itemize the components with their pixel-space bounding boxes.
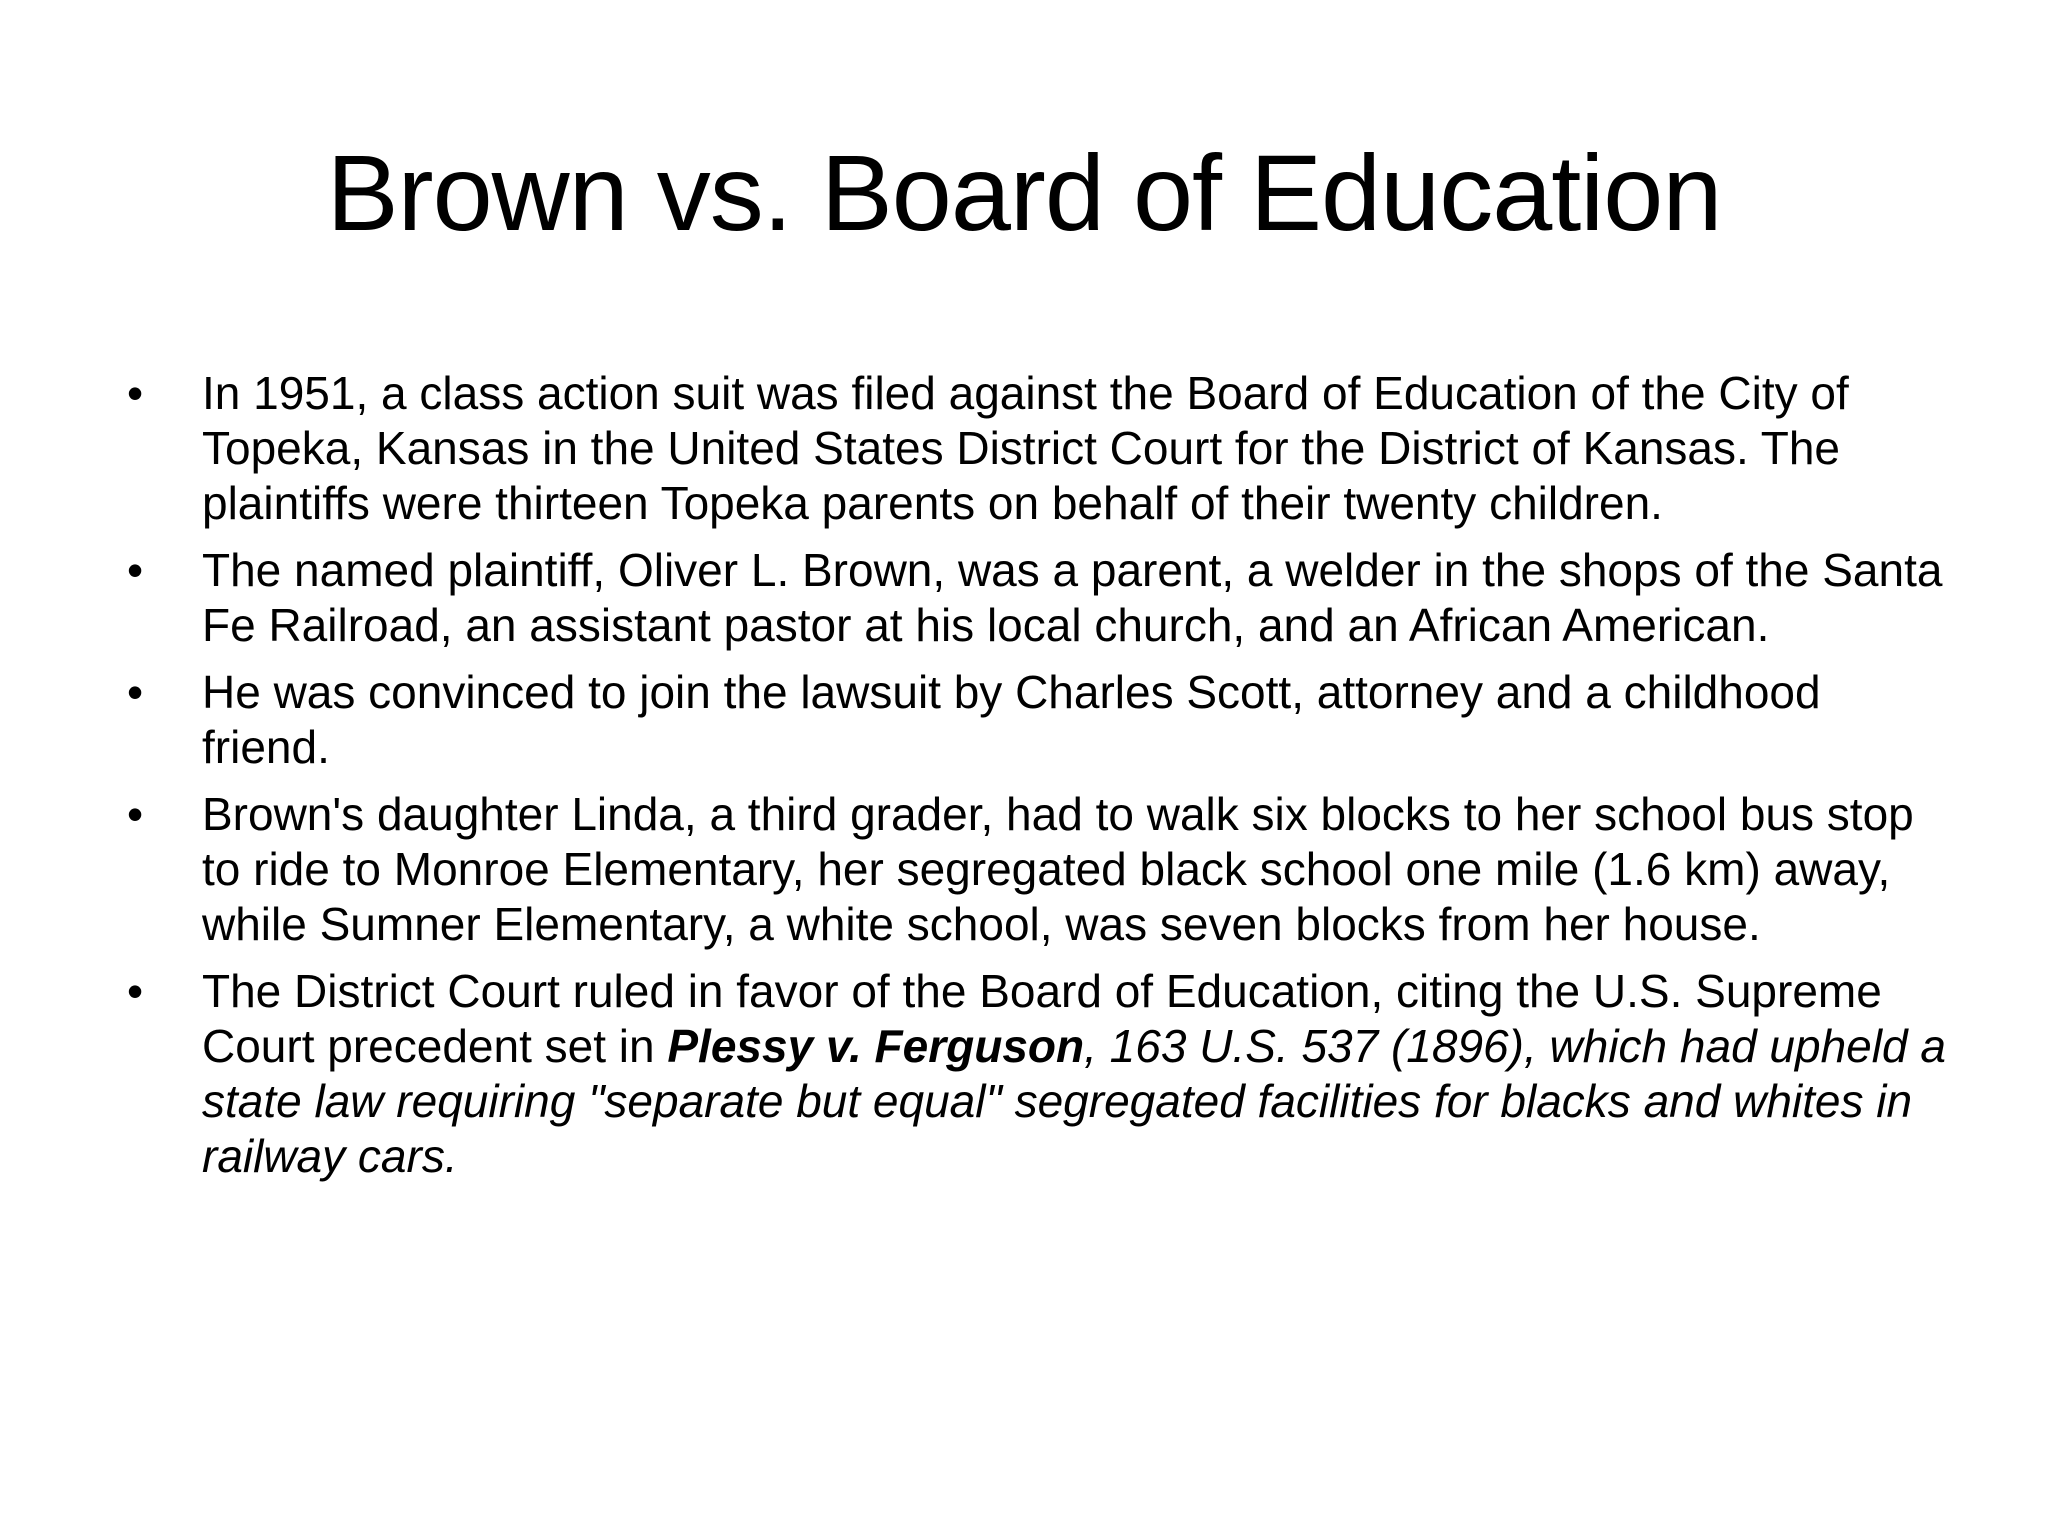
case-citation-detail: , 163 U.S. 537 (1896), which had upheld a state law requiring "separate but equal" segregated facilities for blacks and whites in railway cars.	[202, 1020, 1946, 1182]
bullet-icon: •	[126, 666, 144, 718]
bullet-item	[120, 964, 1950, 1184]
bullet-item	[120, 787, 1950, 952]
bullet-item	[120, 543, 1950, 653]
bullet-text: In 1951, a class action suit was filed against the Board of Education of the City of Topeka, Kansas in the United States District Court for the District of Kansas. The plaintiffs were thirteen Topeka parents on behalf of their twenty children.	[202, 367, 1849, 529]
bullet-icon: •	[126, 788, 144, 840]
bullet-icon: •	[126, 544, 144, 596]
bullet-item	[120, 366, 1950, 531]
bullet-icon: •	[126, 367, 144, 419]
bullet-item	[120, 665, 1950, 775]
slide-title: Brown vs. Board of Education	[326, 132, 1722, 253]
bullet-text	[202, 965, 1946, 1182]
bullet-text: Brown's daughter Linda, a third grader, had to walk six blocks to her school bus stop to ride to Monroe Elementary, her segregated black school one mile (1.6 km) away, while Sumner Elementary, a white school, was seven blocks from her house.	[202, 788, 1914, 950]
bullet-text-plain: The District Court ruled in favor of the Board of Education, citing the U.S. Supreme Court precedent set in	[202, 965, 1882, 1072]
bullet-icon: •	[126, 965, 144, 1017]
bullet-text: He was convinced to join the lawsuit by Charles Scott, attorney and a childhood friend.	[202, 666, 1821, 773]
bullet-list	[120, 366, 1950, 1196]
bullet-text: The named plaintiff, Oliver L. Brown, was a parent, a welder in the shops of the Santa Fe Railroad, an assistant pastor at his local church, and an African American.	[202, 544, 1943, 651]
case-citation-name: Plessy v. Ferguson	[667, 1020, 1085, 1072]
